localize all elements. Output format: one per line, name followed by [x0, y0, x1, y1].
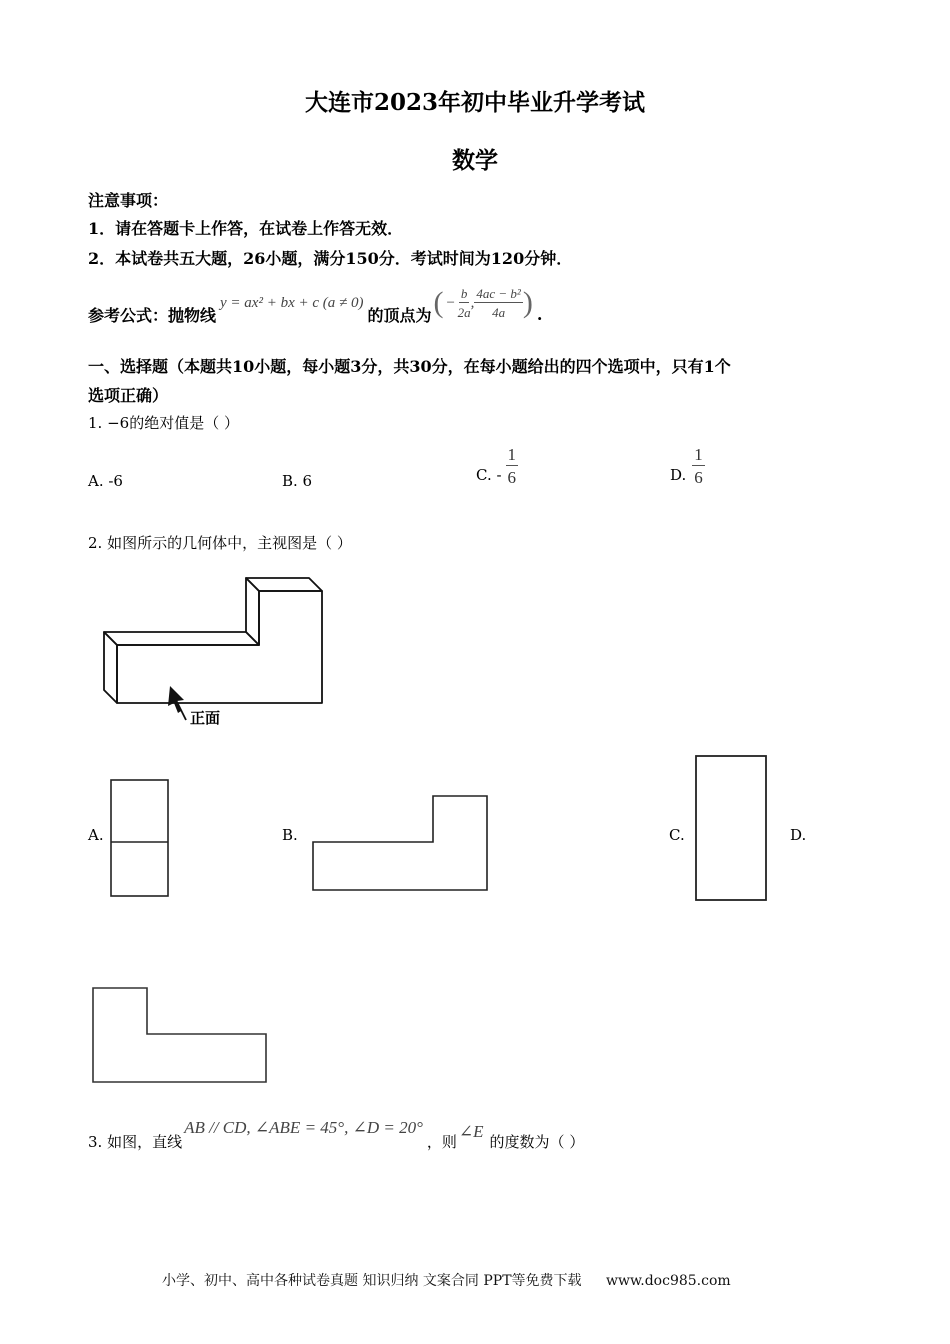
paren-close: ) [522, 286, 533, 319]
question-3-stem: 3. 如图，直线 AB // CD, ∠ABE = 45°, ∠D = 20° ，则 ∠E 的度数为（ ） [88, 1118, 585, 1151]
formula-end: . [536, 304, 543, 324]
q2-option-a-label[interactable]: A. [88, 826, 104, 844]
formula-parabola: y = ax² + bx + c (a ≠ 0) [220, 294, 364, 311]
section-heading-line2: 选项正确） [88, 386, 169, 405]
formula-middle: 的顶点为 [367, 305, 432, 325]
q3-angle-e: ∠E [458, 1122, 484, 1141]
fraction-one-sixth: $\frac{1}{6}$ [694, 445, 703, 487]
comma: , [470, 294, 475, 311]
vertex-y-fraction: $\frac{\text{4ac − b²}}{4a}$ [476, 286, 521, 320]
minus-sign: − [445, 294, 456, 311]
front-label: 正面 [190, 709, 221, 727]
q1-option-d[interactable]: D. $\frac{1}{6}$ [670, 445, 703, 487]
q1-option-b[interactable]: B. 6 [282, 472, 313, 490]
subject-title: 数学 [452, 147, 498, 174]
exam-title: 大连市2023年初中毕业升学考试 [304, 89, 645, 116]
vertex-x-fraction: $\frac{b}{2a}$ [457, 286, 471, 320]
notice-heading: 注意事项： [88, 191, 169, 210]
q3-given-math: AB // CD, ∠ABE = 45°, ∠D = 20° [184, 1118, 423, 1137]
q2-option-d-label[interactable]: D. [790, 826, 807, 844]
q2-option-b-label[interactable]: B. [282, 826, 298, 844]
footer [162, 1270, 731, 1290]
paren-open: ( [433, 286, 444, 319]
section-heading-line1: 一、选择题（本题共10小题，每小题3分，共30分，在每小题给出的四个选项中，只有1个 [88, 357, 731, 376]
question-2-stem: 2. 如图所示的几何体中，主视图是（ ） [88, 534, 352, 552]
fraction-one-sixth: $\frac{1}{6}$ [507, 445, 517, 487]
q2-option-c-label[interactable]: C. [669, 826, 685, 844]
q1-option-c[interactable]: C. - $\frac{1}{6}$ [476, 445, 517, 487]
question-1-stem: 1. −6的绝对值是（ ） [88, 414, 239, 432]
footer-url[interactable]: www.doc985.com [605, 1273, 731, 1289]
notice-item-2: 2．本试卷共五大题，26小题，满分150分．考试时间为120分钟． [88, 249, 573, 268]
formula-prefix: 参考公式：抛物线 [88, 305, 217, 325]
footer-text: 小学、初中、高中各种试卷真题 知识归纳 文案合同 PPT等免费下载 [162, 1273, 582, 1289]
q1-option-a[interactable]: A. -6 [88, 472, 123, 490]
notice-item-1: 1．请在答题卡上作答，在试卷上作答无效． [88, 219, 404, 238]
